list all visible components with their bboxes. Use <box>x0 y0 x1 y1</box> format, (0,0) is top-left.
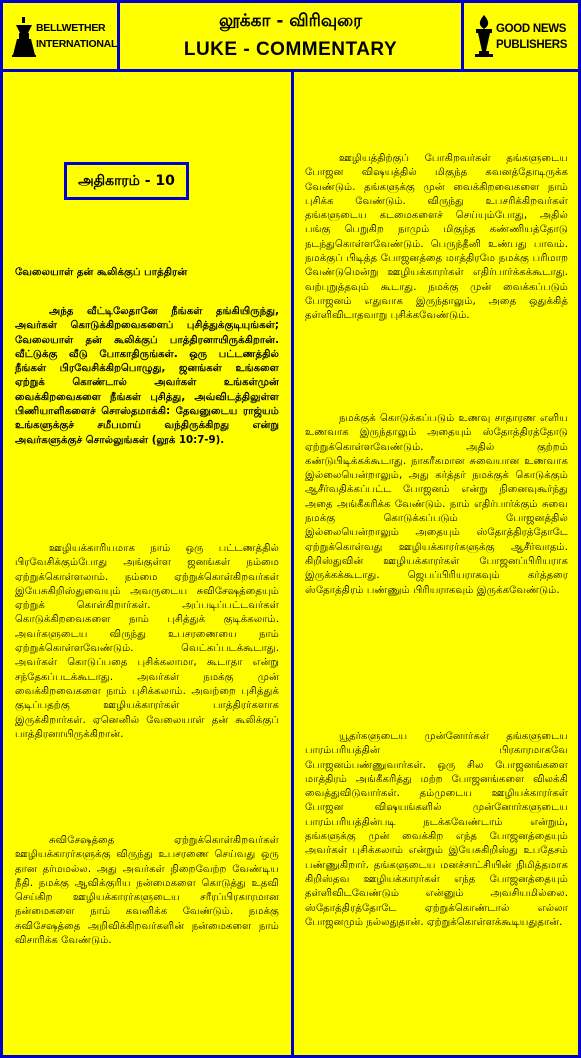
right-paragraph-3-text: யூதர்களுடைய முன்னோர்கள் தங்களுடைய பாரம்பரியத்தின் பிரகாரமாகவே போஜனம்பண்ணுவார்கள். ஒரு சில போஜனங்களை மாத்திரம் அங்கீகரித்து மற்ற போஜனங்களை விலக்கி வைத்துவிடுவார்கள். தம்முடைய ஊழியக்காரர்கள் போஜன விஷயங்களில் முன்னோர்களுடைய பாரம்பரியத்தின்படி நடக்கவேண்டாம் என்றும், தங்களுக்கு முன் வைக்கிற எந்த போஜனத்தையும் அவர்கள் புசிக்கலாம் என்றும் இயேசுகிறிஸ்து உபதேசம் பண்ணுகிறார். தங்களுடைய மனச்சாட்சியின் நிமித்தமாக கிறிஸ்தவ ஊழியக்காரர்கள் எந்த போஜனத்தையும் தள்ளிவிடவேண்டும் என்னும் அவசியமில்லை. ஸ்தோத்திரத்தோடே ஏற்றுக்கொண்டால் எல்லா போஜனமும் நல்லதுதான். ஏற்றுக்கொள்ளக்கூடியதுதான். <box>305 731 568 928</box>
torch-icon <box>472 15 496 57</box>
right-logo-line2: PUBLISHERS <box>496 39 568 51</box>
left-paragraph-2-text: சுவிசேஷத்தை ஏற்றுக்கொள்கிறவர்கள் ஊழியக்காரர்களுக்கு விருந்து உபசரணை செய்வது ஒரு தான தர்மமல்ல. அது அவர்கள் நிறைவேற்ற வேண்டிய நீதி. நமக்கு ஆவிக்குரிய நன்மைகளை கொடுத்து உதவி செய்கிற ஊழியக்காரர்களுடைய சரீரப்பிரகாரமான நன்மைகளை நாம் கவனிக்க வேண்டும். நமக்கு சுவிசேஷத்தை அறிவிக்கிறவர்களின் நன்மைகளை நாம் விசாரிக்க வேண்டும். <box>15 835 279 947</box>
right-logo-line1: GOOD NEWS <box>496 23 567 35</box>
left-column <box>3 72 291 1058</box>
scripture-quote <box>15 305 279 448</box>
bell-tower-icon <box>11 17 37 57</box>
section-subtitle: வேலையாள் தன் கூலிக்குப் பாத்திரன் <box>15 267 188 278</box>
good-news-logo <box>461 3 578 69</box>
bellwether-logo <box>3 3 120 69</box>
right-paragraph-3 <box>305 730 568 930</box>
left-logo-line1: BELLWETHER <box>36 22 106 34</box>
header <box>3 3 578 72</box>
tamil-title: லூக்கா - விரிவுரை <box>218 11 363 31</box>
english-title: LUKE - COMMENTARY <box>183 39 398 60</box>
right-column <box>294 72 578 1058</box>
left-paragraph-1 <box>15 542 279 742</box>
left-logo-line2: INTERNATIONAL <box>36 38 118 50</box>
left-paragraph-1-text: ஊழியக்காரியமாக நாம் ஒரு பட்டணத்தில் பிரவேசிக்கும்போது அங்குள்ள ஜனங்கள் நம்மை ஏற்றுக்கொள்ளலாம். நம்மை ஏற்றுக்கொள்கிறவர்கள் இயேசுகிறிஸ்துவையும் அவருடைய சுவிசேஷத்தையும் ஏற்றுக் கொள்கிறார்கள். அப்படிப்பட்டவர்கள் கொடுக்கிறவைகளை நாம் புசித்துக் குடிக்கலாம். அவர்களுடைய விருந்து உபசரணையை நாம் ஏற்றுக்கொள்ளவேண்டும். வெட்கப்படக்கூடாது. அவர்கள் கொடுப்பதை புசிக்கலாமா, கூடாதா என்று சந்தேகப்படக்கூடாது. அவர்கள் நமக்கு முன் வைக்கிறவைகளை நாம் புசிக்கலாம். அவற்றை புசித்துக் குடிப்பதற்கு ஊழியக்காரர்கள் பாத்திரர்களாக இருக்கிறார்கள். ஏனெனில் வேலையாள் தன் கூலிக்குப் பாத்திரனாயிருக்கிறான். <box>15 543 279 740</box>
chapter-box <box>64 162 189 200</box>
left-paragraph-2 <box>15 834 279 948</box>
scripture-quote-text: அந்த வீட்டிலேதானே நீங்கள் தங்கியிருந்து, அவர்கள் கொடுக்கிறவைகளைப் புசித்துக்குடியுங்கள்; வேலையாள் தன் கூலிக்குப் பாத்திரனாயிருக்கிறான். வீட்டுக்கு வீடு போகாதிருங்கள். ஒரு பட்டணத்தில் நீங்கள் பிரவேசிக்கிறபொழுது, ஜனங்கள் உங்களை ஏற்றுக் கொண்டால் அவர்கள் உங்கள்முன் வைக்கிறவைகளை நீங்கள் புசித்து, அவ்விடத்திலுள்ள பிணியாளிகளைச் சொஸ்தமாக்கி: தேவனுடைய ராஜ்யம் உங்களுக்குச் சமீபமாய் வந்திருக்கிறது என்று அவர்களுக்குச் சொல்லுங்கள் (லூக் 10:7-9). <box>15 306 279 446</box>
right-paragraph-1-text: ஊழியத்திற்குப் போகிறவர்கள் தங்களுடைய போஜன விஷயத்தில் மிகுந்த கவனத்தோடிருக்க வேண்டும். தங்களுக்கு முன் வைக்கிறவைகளை நாம் புசிக்க வேண்டும். விருந்து உபசரிக்கிறவர்கள் தங்களுடைய கடமைகளைச் செய்யும்போது, அதில் பங்கு பெறுகிற நாமும் மிகுந்த கண்ணியத்தோடு நடந்துகொள்ளவேண்டும். பெருந்தீனி உண்பது பாவம். நமக்குப் பிடித்த போஜனத்தை மாத்திரமே நமக்கு பரிமாற வேண்டுமென்று ஊழியக்காரர்கள் எதிர்பார்க்கக்கூடாது. வற்புறுத்தவும் கூடாது. நமக்கு முன் வைக்கப்படும் போஜனம் எதுவாக இருந்தாலும், அதை ஒதுக்கித் தள்ளிவிடாதவாறு புசிக்கவேண்டும். <box>305 153 568 322</box>
header-title-block <box>120 3 461 69</box>
right-paragraph-1 <box>305 152 568 324</box>
right-paragraph-2 <box>305 412 568 598</box>
right-paragraph-2-text: நமக்குக் கொடுக்கப்படும் உணவு சாதாரண எளிய உணவாக இருந்தாலும் அதையும் ஸ்தோத்திரத்தோடு ஏற்றுக்கொள்ளவேண்டும். அதில் குற்றம் கண்டுபிடிக்கக்கூடாது. நாகரீகமான சுவையான உணவாக இல்லையென்றாலும், அது கர்த்தர் நமக்குக் கொடுக்கும் ஆசீர்வதிக்கப்பட்ட போஜனம் என்று நினைவுகூர்ந்து அதை அங்கீகரிக்க வேண்டும். நாம் எதிர்பார்க்கும் சுவை நமக்கு கொடுக்கப்படும் போஜனத்தில் இல்லையென்றாலும் அதையும் ஸ்தோத்திரத்தோடே ஏற்றுக்கொள்வது ஊழியக்காரர்களுக்கு ஆசீர்வாதம். கிறிஸ்துவின் ஊழியக்காரர்கள் போஜனப்பிரியராக இருக்கக்கூடாது. ஜெபப்பிரியராகவும் கர்த்தரை ஸ்தோத்திரம் பண்ணும் பிரியராகவும் இருக்கவேண்டும். <box>305 413 568 596</box>
chapter-label: அதிகாரம் - 10 <box>78 173 175 189</box>
